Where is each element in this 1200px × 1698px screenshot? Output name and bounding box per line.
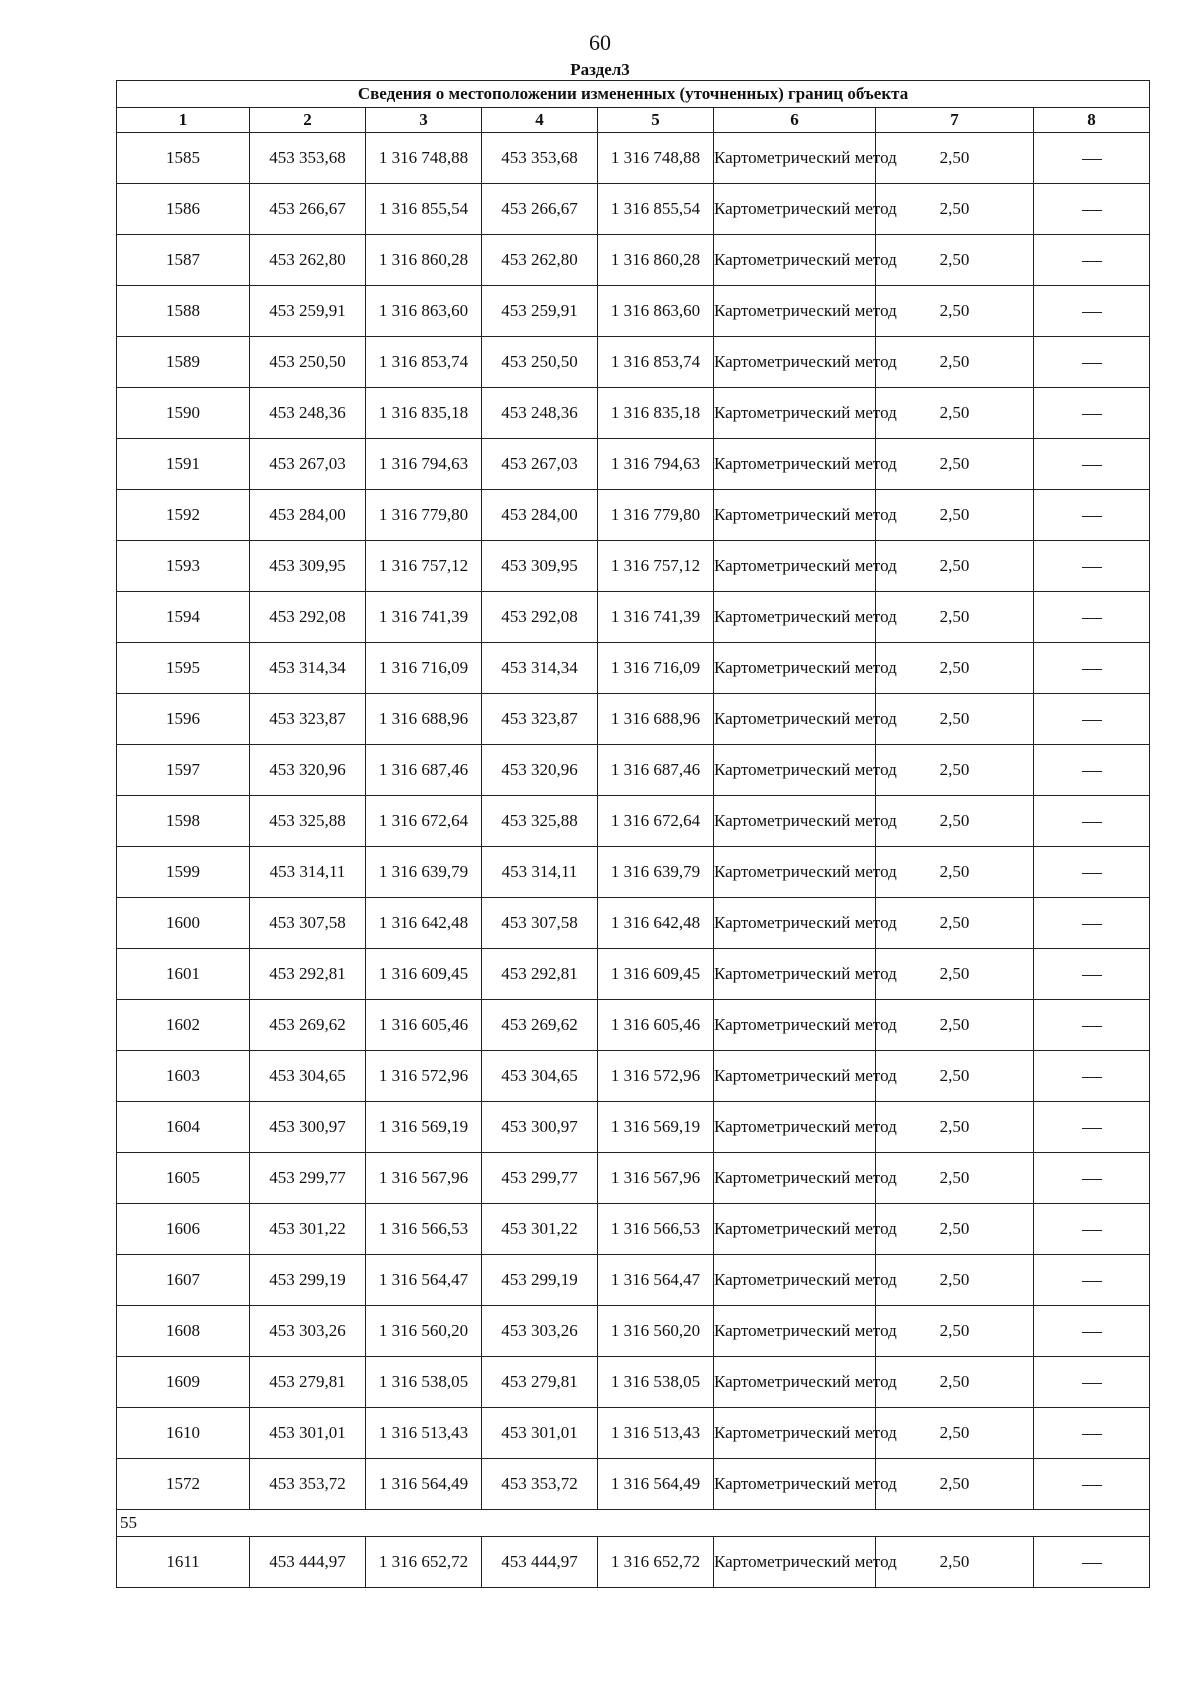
dash-mark <box>1082 975 1102 976</box>
point-number-cell: 1593 <box>117 541 250 592</box>
description-cell <box>1034 1051 1150 1102</box>
y-new-cell: 1 316 687,46 <box>598 745 714 796</box>
x-old-cell: 453 325,88 <box>250 796 366 847</box>
dash-mark <box>1082 1485 1102 1486</box>
table-row <box>117 1102 1150 1153</box>
y-new-cell: 1 316 564,47 <box>598 1255 714 1306</box>
dash-mark <box>1082 1281 1102 1282</box>
y-new-cell: 1 316 572,96 <box>598 1051 714 1102</box>
description-cell <box>1034 1204 1150 1255</box>
column-number: 8 <box>1034 108 1150 133</box>
point-number-cell: 1589 <box>117 337 250 388</box>
table-row <box>117 388 1150 439</box>
description-cell <box>1034 1537 1150 1588</box>
table-row <box>117 184 1150 235</box>
table-row <box>117 1204 1150 1255</box>
table-row <box>117 1357 1150 1408</box>
point-number-cell: 1587 <box>117 235 250 286</box>
table-row <box>117 235 1150 286</box>
x-new-cell: 453 284,00 <box>482 490 598 541</box>
dash-mark <box>1082 1026 1102 1027</box>
column-number: 7 <box>876 108 1034 133</box>
y-old-cell: 1 316 560,20 <box>366 1306 482 1357</box>
y-old-cell: 1 316 572,96 <box>366 1051 482 1102</box>
accuracy-cell: 2,50 <box>876 1102 1034 1153</box>
x-old-cell: 453 267,03 <box>250 439 366 490</box>
y-old-cell: 1 316 863,60 <box>366 286 482 337</box>
y-old-cell: 1 316 672,64 <box>366 796 482 847</box>
point-number-cell: 1611 <box>117 1537 250 1588</box>
y-new-cell: 1 316 757,12 <box>598 541 714 592</box>
x-old-cell: 453 353,72 <box>250 1459 366 1510</box>
method-cell: Картометрический метод <box>714 1000 876 1051</box>
x-new-cell: 453 299,77 <box>482 1153 598 1204</box>
accuracy-cell: 2,50 <box>876 847 1034 898</box>
point-number-cell: 1610 <box>117 1408 250 1459</box>
x-new-cell: 453 262,80 <box>482 235 598 286</box>
description-cell <box>1034 1357 1150 1408</box>
column-number: 6 <box>714 108 876 133</box>
accuracy-cell: 2,50 <box>876 235 1034 286</box>
accuracy-cell: 2,50 <box>876 1459 1034 1510</box>
point-number-cell: 1599 <box>117 847 250 898</box>
column-number: 3 <box>366 108 482 133</box>
column-number: 1 <box>117 108 250 133</box>
table-row <box>117 1000 1150 1051</box>
y-old-cell: 1 316 564,49 <box>366 1459 482 1510</box>
x-old-cell: 453 292,08 <box>250 592 366 643</box>
table-row <box>117 745 1150 796</box>
y-old-cell: 1 316 652,72 <box>366 1537 482 1588</box>
y-old-cell: 1 316 566,53 <box>366 1204 482 1255</box>
accuracy-cell: 2,50 <box>876 1537 1034 1588</box>
dash-mark <box>1082 669 1102 670</box>
dash-mark <box>1082 1230 1102 1231</box>
point-number-cell: 1588 <box>117 286 250 337</box>
point-number-cell: 1605 <box>117 1153 250 1204</box>
dash-mark <box>1082 516 1102 517</box>
y-old-cell: 1 316 605,46 <box>366 1000 482 1051</box>
accuracy-cell: 2,50 <box>876 1153 1034 1204</box>
table-row <box>117 898 1150 949</box>
method-cell: Картометрический метод <box>714 1459 876 1510</box>
y-old-cell: 1 316 513,43 <box>366 1408 482 1459</box>
accuracy-cell: 2,50 <box>876 337 1034 388</box>
accuracy-cell: 2,50 <box>876 694 1034 745</box>
y-new-cell: 1 316 688,96 <box>598 694 714 745</box>
group-row <box>117 1510 1150 1537</box>
description-cell <box>1034 439 1150 490</box>
method-cell: Картометрический метод <box>714 184 876 235</box>
x-new-cell: 453 250,50 <box>482 337 598 388</box>
y-old-cell: 1 316 748,88 <box>366 133 482 184</box>
table-row <box>117 439 1150 490</box>
group-body <box>117 1537 1150 1588</box>
x-old-cell: 453 292,81 <box>250 949 366 1000</box>
method-cell: Картометрический метод <box>714 388 876 439</box>
section-label: Раздел3 <box>570 60 630 79</box>
point-number-cell: 1601 <box>117 949 250 1000</box>
point-number-cell: 1602 <box>117 1000 250 1051</box>
y-old-cell: 1 316 687,46 <box>366 745 482 796</box>
table-row <box>117 1051 1150 1102</box>
accuracy-cell: 2,50 <box>876 1051 1034 1102</box>
x-old-cell: 453 309,95 <box>250 541 366 592</box>
dash-mark <box>1082 1383 1102 1384</box>
dash-mark <box>1082 720 1102 721</box>
x-old-cell: 453 299,19 <box>250 1255 366 1306</box>
x-old-cell: 453 304,65 <box>250 1051 366 1102</box>
dash-mark <box>1082 1434 1102 1435</box>
method-cell: Картометрический метод <box>714 796 876 847</box>
table-row <box>117 286 1150 337</box>
y-new-cell: 1 316 748,88 <box>598 133 714 184</box>
x-new-cell: 453 266,67 <box>482 184 598 235</box>
method-cell: Картометрический метод <box>714 1357 876 1408</box>
x-new-cell: 453 279,81 <box>482 1357 598 1408</box>
description-cell <box>1034 1255 1150 1306</box>
x-old-cell: 453 301,22 <box>250 1204 366 1255</box>
description-cell <box>1034 643 1150 694</box>
y-new-cell: 1 316 642,48 <box>598 898 714 949</box>
x-new-cell: 453 299,19 <box>482 1255 598 1306</box>
y-old-cell: 1 316 642,48 <box>366 898 482 949</box>
method-cell: Картометрический метод <box>714 1255 876 1306</box>
y-new-cell: 1 316 794,63 <box>598 439 714 490</box>
y-new-cell: 1 316 716,09 <box>598 643 714 694</box>
x-old-cell: 453 314,34 <box>250 643 366 694</box>
method-cell: Картометрический метод <box>714 1051 876 1102</box>
table-row <box>117 1255 1150 1306</box>
x-new-cell: 453 314,34 <box>482 643 598 694</box>
description-cell <box>1034 1153 1150 1204</box>
dash-mark <box>1082 822 1102 823</box>
dash-mark <box>1082 1077 1102 1078</box>
dash-mark <box>1082 1128 1102 1129</box>
method-cell: Картометрический метод <box>714 1102 876 1153</box>
dash-mark <box>1082 414 1102 415</box>
y-old-cell: 1 316 564,47 <box>366 1255 482 1306</box>
point-number-cell: 1598 <box>117 796 250 847</box>
y-new-cell: 1 316 855,54 <box>598 184 714 235</box>
y-new-cell: 1 316 853,74 <box>598 337 714 388</box>
x-new-cell: 453 323,87 <box>482 694 598 745</box>
description-cell <box>1034 1000 1150 1051</box>
description-cell <box>1034 1459 1150 1510</box>
method-cell: Картометрический метод <box>714 694 876 745</box>
dash-mark <box>1082 924 1102 925</box>
y-new-cell: 1 316 564,49 <box>598 1459 714 1510</box>
description-cell <box>1034 592 1150 643</box>
x-new-cell: 453 269,62 <box>482 1000 598 1051</box>
method-cell: Картометрический метод <box>714 337 876 388</box>
y-old-cell: 1 316 716,09 <box>366 643 482 694</box>
x-old-cell: 453 262,80 <box>250 235 366 286</box>
x-new-cell: 453 353,72 <box>482 1459 598 1510</box>
accuracy-cell: 2,50 <box>876 541 1034 592</box>
dash-mark <box>1082 363 1102 364</box>
page-number: 60 <box>589 30 611 55</box>
accuracy-cell: 2,50 <box>876 1000 1034 1051</box>
method-cell: Картометрический метод <box>714 133 876 184</box>
accuracy-cell: 2,50 <box>876 388 1034 439</box>
x-old-cell: 453 320,96 <box>250 745 366 796</box>
table-row <box>117 949 1150 1000</box>
accuracy-cell: 2,50 <box>876 796 1034 847</box>
x-new-cell: 453 248,36 <box>482 388 598 439</box>
description-cell <box>1034 796 1150 847</box>
accuracy-cell: 2,50 <box>876 286 1034 337</box>
x-new-cell: 453 309,95 <box>482 541 598 592</box>
description-cell <box>1034 235 1150 286</box>
method-cell: Картометрический метод <box>714 235 876 286</box>
description-cell <box>1034 541 1150 592</box>
table-row <box>117 133 1150 184</box>
group-section <box>117 1510 1150 1537</box>
y-new-cell: 1 316 566,53 <box>598 1204 714 1255</box>
table-row <box>117 1306 1150 1357</box>
x-new-cell: 453 353,68 <box>482 133 598 184</box>
dash-mark <box>1082 1563 1102 1564</box>
dash-mark <box>1082 1179 1102 1180</box>
table-row <box>117 490 1150 541</box>
x-old-cell: 453 444,97 <box>250 1537 366 1588</box>
y-new-cell: 1 316 569,19 <box>598 1102 714 1153</box>
description-cell <box>1034 898 1150 949</box>
accuracy-cell: 2,50 <box>876 1408 1034 1459</box>
y-old-cell: 1 316 538,05 <box>366 1357 482 1408</box>
table-body <box>117 133 1150 1510</box>
dash-mark <box>1082 567 1102 568</box>
y-new-cell: 1 316 835,18 <box>598 388 714 439</box>
x-new-cell: 453 304,65 <box>482 1051 598 1102</box>
description-cell <box>1034 184 1150 235</box>
point-number-cell: 1609 <box>117 1357 250 1408</box>
x-old-cell: 453 284,00 <box>250 490 366 541</box>
y-new-cell: 1 316 860,28 <box>598 235 714 286</box>
y-old-cell: 1 316 860,28 <box>366 235 482 286</box>
x-new-cell: 453 301,22 <box>482 1204 598 1255</box>
dash-mark <box>1082 771 1102 772</box>
method-cell: Картометрический метод <box>714 439 876 490</box>
dash-mark <box>1082 261 1102 262</box>
accuracy-cell: 2,50 <box>876 643 1034 694</box>
column-number: 4 <box>482 108 598 133</box>
method-cell: Картометрический метод <box>714 898 876 949</box>
point-number-cell: 1596 <box>117 694 250 745</box>
coordinates-table <box>116 80 1150 1588</box>
x-old-cell: 453 279,81 <box>250 1357 366 1408</box>
y-old-cell: 1 316 779,80 <box>366 490 482 541</box>
description-cell <box>1034 949 1150 1000</box>
description-cell <box>1034 388 1150 439</box>
table-caption: Сведения о местоположении измененных (уточненных) границ объекта <box>117 81 1150 108</box>
method-cell: Картометрический метод <box>714 286 876 337</box>
table-row <box>117 847 1150 898</box>
y-new-cell: 1 316 652,72 <box>598 1537 714 1588</box>
point-number-cell: 1603 <box>117 1051 250 1102</box>
dash-mark <box>1082 159 1102 160</box>
method-cell: Картометрический метод <box>714 1204 876 1255</box>
accuracy-cell: 2,50 <box>876 592 1034 643</box>
table-row <box>117 592 1150 643</box>
dash-mark <box>1082 1332 1102 1333</box>
dash-mark <box>1082 618 1102 619</box>
accuracy-cell: 2,50 <box>876 898 1034 949</box>
y-old-cell: 1 316 569,19 <box>366 1102 482 1153</box>
y-new-cell: 1 316 560,20 <box>598 1306 714 1357</box>
y-old-cell: 1 316 855,54 <box>366 184 482 235</box>
x-old-cell: 453 259,91 <box>250 286 366 337</box>
y-old-cell: 1 316 757,12 <box>366 541 482 592</box>
x-old-cell: 453 307,58 <box>250 898 366 949</box>
description-cell <box>1034 286 1150 337</box>
column-number: 2 <box>250 108 366 133</box>
y-old-cell: 1 316 853,74 <box>366 337 482 388</box>
x-new-cell: 453 307,58 <box>482 898 598 949</box>
point-number-cell: 1595 <box>117 643 250 694</box>
method-cell: Картометрический метод <box>714 643 876 694</box>
y-new-cell: 1 316 567,96 <box>598 1153 714 1204</box>
column-number-row <box>117 108 1150 133</box>
x-old-cell: 453 299,77 <box>250 1153 366 1204</box>
y-new-cell: 1 316 513,43 <box>598 1408 714 1459</box>
method-cell: Картометрический метод <box>714 949 876 1000</box>
y-old-cell: 1 316 567,96 <box>366 1153 482 1204</box>
accuracy-cell: 2,50 <box>876 1204 1034 1255</box>
table-row <box>117 337 1150 388</box>
point-number-cell: 1590 <box>117 388 250 439</box>
x-old-cell: 453 248,36 <box>250 388 366 439</box>
x-old-cell: 453 269,62 <box>250 1000 366 1051</box>
accuracy-cell: 2,50 <box>876 1255 1034 1306</box>
y-new-cell: 1 316 605,46 <box>598 1000 714 1051</box>
x-old-cell: 453 266,67 <box>250 184 366 235</box>
x-new-cell: 453 292,81 <box>482 949 598 1000</box>
table-row <box>117 643 1150 694</box>
x-new-cell: 453 267,03 <box>482 439 598 490</box>
y-new-cell: 1 316 779,80 <box>598 490 714 541</box>
x-old-cell: 453 353,68 <box>250 133 366 184</box>
point-number-cell: 1585 <box>117 133 250 184</box>
group-label: 55 <box>117 1510 1150 1537</box>
table-row <box>117 796 1150 847</box>
point-number-cell: 1572 <box>117 1459 250 1510</box>
accuracy-cell: 2,50 <box>876 184 1034 235</box>
table-row <box>117 1153 1150 1204</box>
accuracy-cell: 2,50 <box>876 133 1034 184</box>
point-number-cell: 1604 <box>117 1102 250 1153</box>
method-cell: Картометрический метод <box>714 1306 876 1357</box>
x-new-cell: 453 292,08 <box>482 592 598 643</box>
x-old-cell: 453 301,01 <box>250 1408 366 1459</box>
y-new-cell: 1 316 863,60 <box>598 286 714 337</box>
point-number-cell: 1591 <box>117 439 250 490</box>
y-new-cell: 1 316 609,45 <box>598 949 714 1000</box>
y-old-cell: 1 316 639,79 <box>366 847 482 898</box>
method-cell: Картометрический метод <box>714 541 876 592</box>
table-row <box>117 694 1150 745</box>
x-new-cell: 453 320,96 <box>482 745 598 796</box>
method-cell: Картометрический метод <box>714 490 876 541</box>
method-cell: Картометрический метод <box>714 1153 876 1204</box>
table-row <box>117 1537 1150 1588</box>
description-cell <box>1034 337 1150 388</box>
point-number-cell: 1597 <box>117 745 250 796</box>
x-new-cell: 453 444,97 <box>482 1537 598 1588</box>
table-row <box>117 541 1150 592</box>
description-cell <box>1034 745 1150 796</box>
method-cell: Картометрический метод <box>714 847 876 898</box>
accuracy-cell: 2,50 <box>876 490 1034 541</box>
y-old-cell: 1 316 835,18 <box>366 388 482 439</box>
dash-mark <box>1082 873 1102 874</box>
accuracy-cell: 2,50 <box>876 1306 1034 1357</box>
x-old-cell: 453 323,87 <box>250 694 366 745</box>
point-number-cell: 1594 <box>117 592 250 643</box>
method-cell: Картометрический метод <box>714 592 876 643</box>
description-cell <box>1034 847 1150 898</box>
x-new-cell: 453 259,91 <box>482 286 598 337</box>
x-old-cell: 453 250,50 <box>250 337 366 388</box>
y-new-cell: 1 316 639,79 <box>598 847 714 898</box>
point-number-cell: 1607 <box>117 1255 250 1306</box>
description-cell <box>1034 133 1150 184</box>
method-cell: Картометрический метод <box>714 1537 876 1588</box>
dash-mark <box>1082 465 1102 466</box>
dash-mark <box>1082 312 1102 313</box>
method-cell: Картометрический метод <box>714 745 876 796</box>
y-old-cell: 1 316 794,63 <box>366 439 482 490</box>
description-cell <box>1034 694 1150 745</box>
point-number-cell: 1608 <box>117 1306 250 1357</box>
y-new-cell: 1 316 538,05 <box>598 1357 714 1408</box>
column-number: 5 <box>598 108 714 133</box>
x-new-cell: 453 301,01 <box>482 1408 598 1459</box>
description-cell <box>1034 490 1150 541</box>
x-new-cell: 453 314,11 <box>482 847 598 898</box>
x-new-cell: 453 303,26 <box>482 1306 598 1357</box>
y-old-cell: 1 316 609,45 <box>366 949 482 1000</box>
accuracy-cell: 2,50 <box>876 949 1034 1000</box>
point-number-cell: 1606 <box>117 1204 250 1255</box>
accuracy-cell: 2,50 <box>876 439 1034 490</box>
x-old-cell: 453 300,97 <box>250 1102 366 1153</box>
accuracy-cell: 2,50 <box>876 745 1034 796</box>
x-old-cell: 453 303,26 <box>250 1306 366 1357</box>
description-cell <box>1034 1306 1150 1357</box>
method-cell: Картометрический метод <box>714 1408 876 1459</box>
y-new-cell: 1 316 672,64 <box>598 796 714 847</box>
description-cell <box>1034 1408 1150 1459</box>
table-row <box>117 1459 1150 1510</box>
point-number-cell: 1592 <box>117 490 250 541</box>
y-old-cell: 1 316 741,39 <box>366 592 482 643</box>
x-new-cell: 453 300,97 <box>482 1102 598 1153</box>
dash-mark <box>1082 210 1102 211</box>
y-old-cell: 1 316 688,96 <box>366 694 482 745</box>
x-new-cell: 453 325,88 <box>482 796 598 847</box>
point-number-cell: 1586 <box>117 184 250 235</box>
x-old-cell: 453 314,11 <box>250 847 366 898</box>
y-new-cell: 1 316 741,39 <box>598 592 714 643</box>
accuracy-cell: 2,50 <box>876 1357 1034 1408</box>
point-number-cell: 1600 <box>117 898 250 949</box>
description-cell <box>1034 1102 1150 1153</box>
table-row <box>117 1408 1150 1459</box>
